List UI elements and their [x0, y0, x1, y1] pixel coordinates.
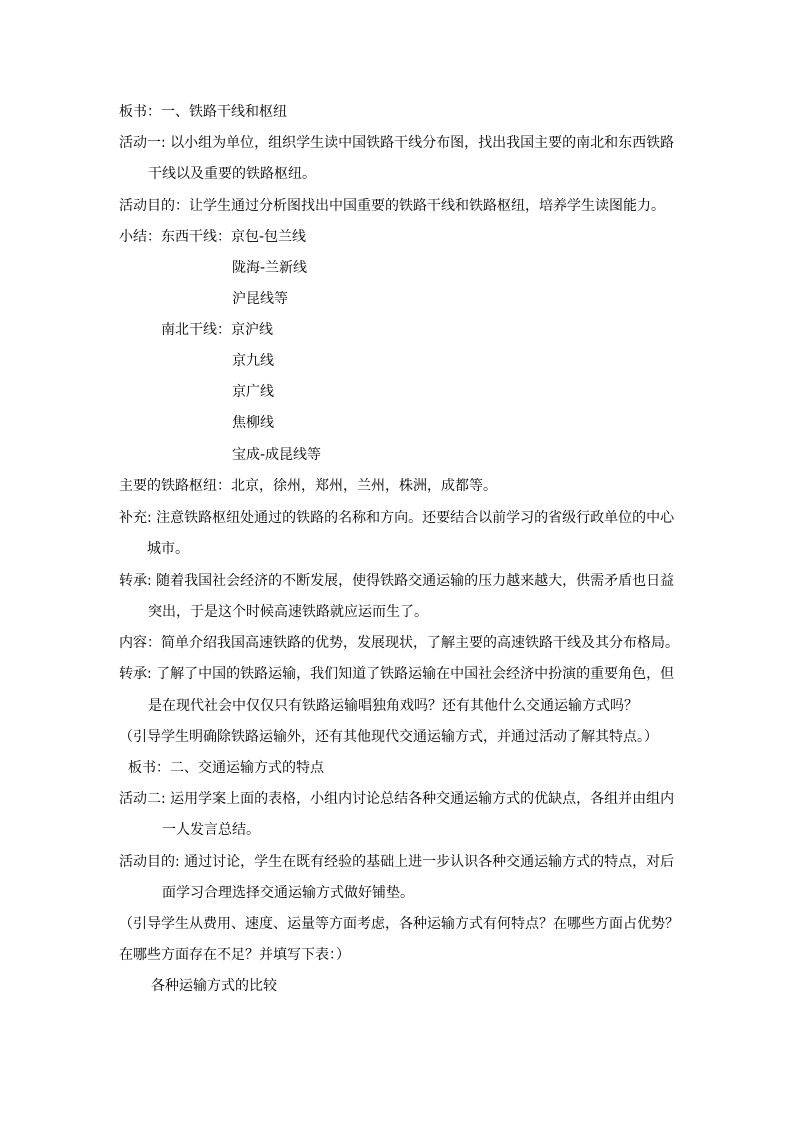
summary-ew-label: 小结：东西干线：京包-包兰线 [119, 229, 307, 245]
activity-purpose-2: 活动目的: 通过讨论，学生在既有经验的基础上进一步认识各种交通运输方式的特点，对后 [119, 854, 675, 870]
board-heading-1: 板书：一、铁路干线和枢纽 [119, 104, 287, 120]
guide-note-1: （引导学生明确除铁路运输外，还有其他现代交通运输方式，并通过活动了解其特点。） [119, 729, 658, 745]
activity-purpose-1: 活动目的：让学生通过分析图找出中国重要的铁路干线和铁路枢纽，培养学生读图能力。 [119, 198, 665, 214]
summary-ns-3: 京广线 [232, 384, 274, 400]
guide-note-2-cont: 在哪些方面存在不足？并填写下表：） [119, 947, 350, 963]
activity-purpose-2-cont: 面学习合理选择交通运输方式做好铺垫。 [162, 885, 414, 901]
supplement: 补充: 注意铁路枢纽处通过的铁路的名称和方向。还要结合以前学习的省级行政单位的中心 [119, 510, 675, 526]
supplement-cont: 城市。 [147, 541, 189, 557]
content-line: 内容：简单介绍我国高速铁路的优势，发展现状，了解主要的高速铁路干线及其分布格局。 [119, 635, 679, 651]
summary-ns-5: 宝成-成昆线等 [232, 447, 322, 463]
summary-ew-3: 沪昆线等 [232, 291, 288, 307]
guide-note-2: （引导学生从费用、速度、运量等方面考虑，各种运输方式有何特点？在哪些方面占优势？ [119, 916, 679, 932]
summary-ns-2: 京九线 [232, 353, 274, 369]
activity-2-cont: 一人发言总结。 [162, 822, 260, 838]
activity-2: 活动二: 运用学案上面的表格，小组内讨论总结各种交通运输方式的优缺点，各组并由组内 [119, 791, 675, 807]
hubs-line: 主要的铁路枢纽：北京，徐州，郑州，兰州，株洲，成都等。 [119, 478, 497, 494]
summary-ew-2: 陇海-兰新线 [232, 260, 308, 276]
transition-1-cont: 突出，于是这个时候高速铁路就应运而生了。 [148, 604, 428, 620]
summary-ns-label: 南北干线：京沪线 [161, 322, 273, 338]
summary-ns-4: 焦柳线 [232, 415, 274, 431]
transition-1: 转承: 随着我国社会经济的不断发展，使得铁路交通运输的压力越来越大，供需矛盾也日益 [119, 573, 675, 589]
table-title: 各种运输方式的比较 [151, 978, 277, 994]
activity-1-cont: 干线以及重要的铁路枢纽。 [148, 166, 316, 182]
board-heading-2: 板书：二、交通运输方式的特点 [128, 760, 324, 776]
transition-2: 转承: 了解了中国的铁路运输，我们知道了铁路运输在中国社会经济中扮演的重要角色，但 [119, 666, 675, 682]
transition-2-cont: 是在现代社会中仅仅只有铁路运输唱独角戏吗？还有其他什么交通运输方式吗？ [148, 698, 638, 714]
activity-1: 活动一: 以小组为单位，组织学生读中国铁路干线分布图，找出我国主要的南北和东西铁路 [119, 135, 675, 151]
